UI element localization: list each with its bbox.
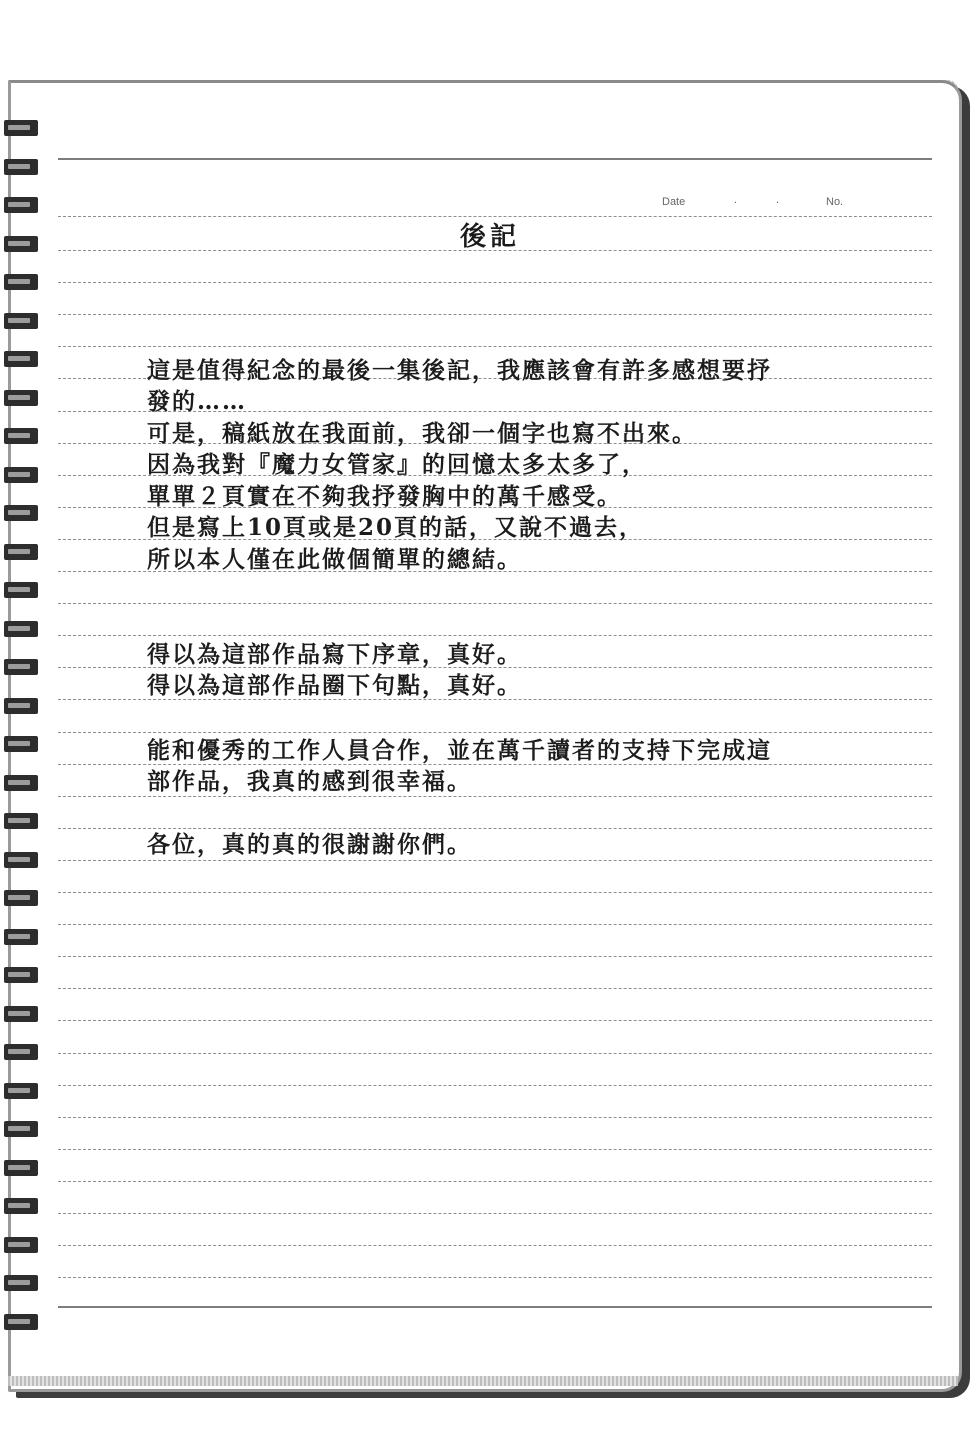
spiral-ring: [4, 621, 38, 637]
text-line: 發的……: [147, 388, 247, 415]
text-line: 各位，真的真的很謝謝你們。: [147, 831, 472, 858]
spiral-ring: [4, 967, 38, 983]
ruled-line: [58, 1020, 932, 1021]
spiral-ring: [4, 159, 38, 175]
date-separator: .: [734, 194, 738, 206]
spiral-ring: [4, 313, 38, 329]
ruled-line: [58, 282, 932, 283]
spiral-ring: [4, 467, 38, 483]
number-label: No.: [826, 196, 844, 208]
ruled-line: [58, 314, 932, 315]
ruled-line: [58, 1149, 932, 1150]
text-line: 所以本人僅在此做個簡單的總結。: [147, 546, 522, 573]
date-label: Date: [662, 196, 686, 208]
spiral-ring: [4, 1121, 38, 1137]
spiral-ring: [4, 852, 38, 868]
text-line: 可是，稿紙放在我面前，我卻一個字也寫不出來。: [147, 420, 697, 447]
ruled-line: [58, 1053, 932, 1054]
ruled-line: [58, 1085, 932, 1086]
text-line: 單單２頁實在不夠我抒發胸中的萬千感受。: [147, 483, 622, 510]
text-line: 得以為這部作品寫下序章，真好。: [147, 641, 522, 668]
text-line: 因為我對『魔力女管家』的回憶太多太多了，: [147, 451, 647, 478]
spiral-ring: [4, 1083, 38, 1099]
spiral-ring: [4, 929, 38, 945]
ruled-line: [58, 1306, 932, 1308]
ruled-line: [58, 1213, 932, 1214]
spiral-ring: [4, 390, 38, 406]
spiral-ring: [4, 1314, 38, 1330]
spiral-ring: [4, 274, 38, 290]
date-separator: .: [776, 194, 780, 206]
ruled-line: [58, 1117, 932, 1118]
spiral-ring: [4, 544, 38, 560]
spiral-ring: [4, 1044, 38, 1060]
ruled-line: [58, 988, 932, 989]
spiral-ring: [4, 197, 38, 213]
spiral-ring: [4, 890, 38, 906]
ruled-line: [58, 860, 932, 861]
spiral-ring: [4, 813, 38, 829]
spiral-ring: [4, 1198, 38, 1214]
spiral-ring: [4, 351, 38, 367]
ruled-line: [58, 1181, 932, 1182]
page-title: 後記: [459, 222, 520, 252]
spiral-ring: [4, 775, 38, 791]
spiral-ring: [4, 428, 38, 444]
spiral-ring: [4, 1006, 38, 1022]
text-line: 得以為這部作品圈下句點，真好。: [147, 672, 522, 699]
ruled-line: [58, 1277, 932, 1278]
spiral-ring: [4, 1160, 38, 1176]
spiral-ring: [4, 505, 38, 521]
ruled-line: [58, 346, 932, 347]
spiral-binding: [4, 120, 44, 1350]
spiral-ring: [4, 1237, 38, 1253]
text-line: 這是值得紀念的最後一集後記，我應該會有許多感想要抒: [147, 357, 772, 384]
ruled-line: [58, 924, 932, 925]
text-line: 能和優秀的工作人員合作，並在萬千讀者的支持下完成這: [147, 737, 772, 764]
ruled-line: [58, 956, 932, 957]
page-bottom-edge: [8, 1376, 958, 1386]
spiral-ring: [4, 120, 38, 136]
ruled-line: [58, 796, 932, 797]
ruled-line: [58, 158, 932, 160]
spiral-ring: [4, 1275, 38, 1291]
spiral-ring: [4, 698, 38, 714]
text-line: 部作品，我真的感到很幸福。: [147, 768, 472, 795]
ruled-line: [58, 892, 932, 893]
date-no-header: [662, 196, 862, 210]
spiral-ring: [4, 582, 38, 598]
spiral-ring: [4, 659, 38, 675]
text-line: 但是寫上10頁或是20頁的話，又說不過去，: [147, 514, 645, 541]
ruled-line: [58, 603, 932, 604]
spiral-ring: [4, 736, 38, 752]
ruled-line: [58, 1245, 932, 1246]
